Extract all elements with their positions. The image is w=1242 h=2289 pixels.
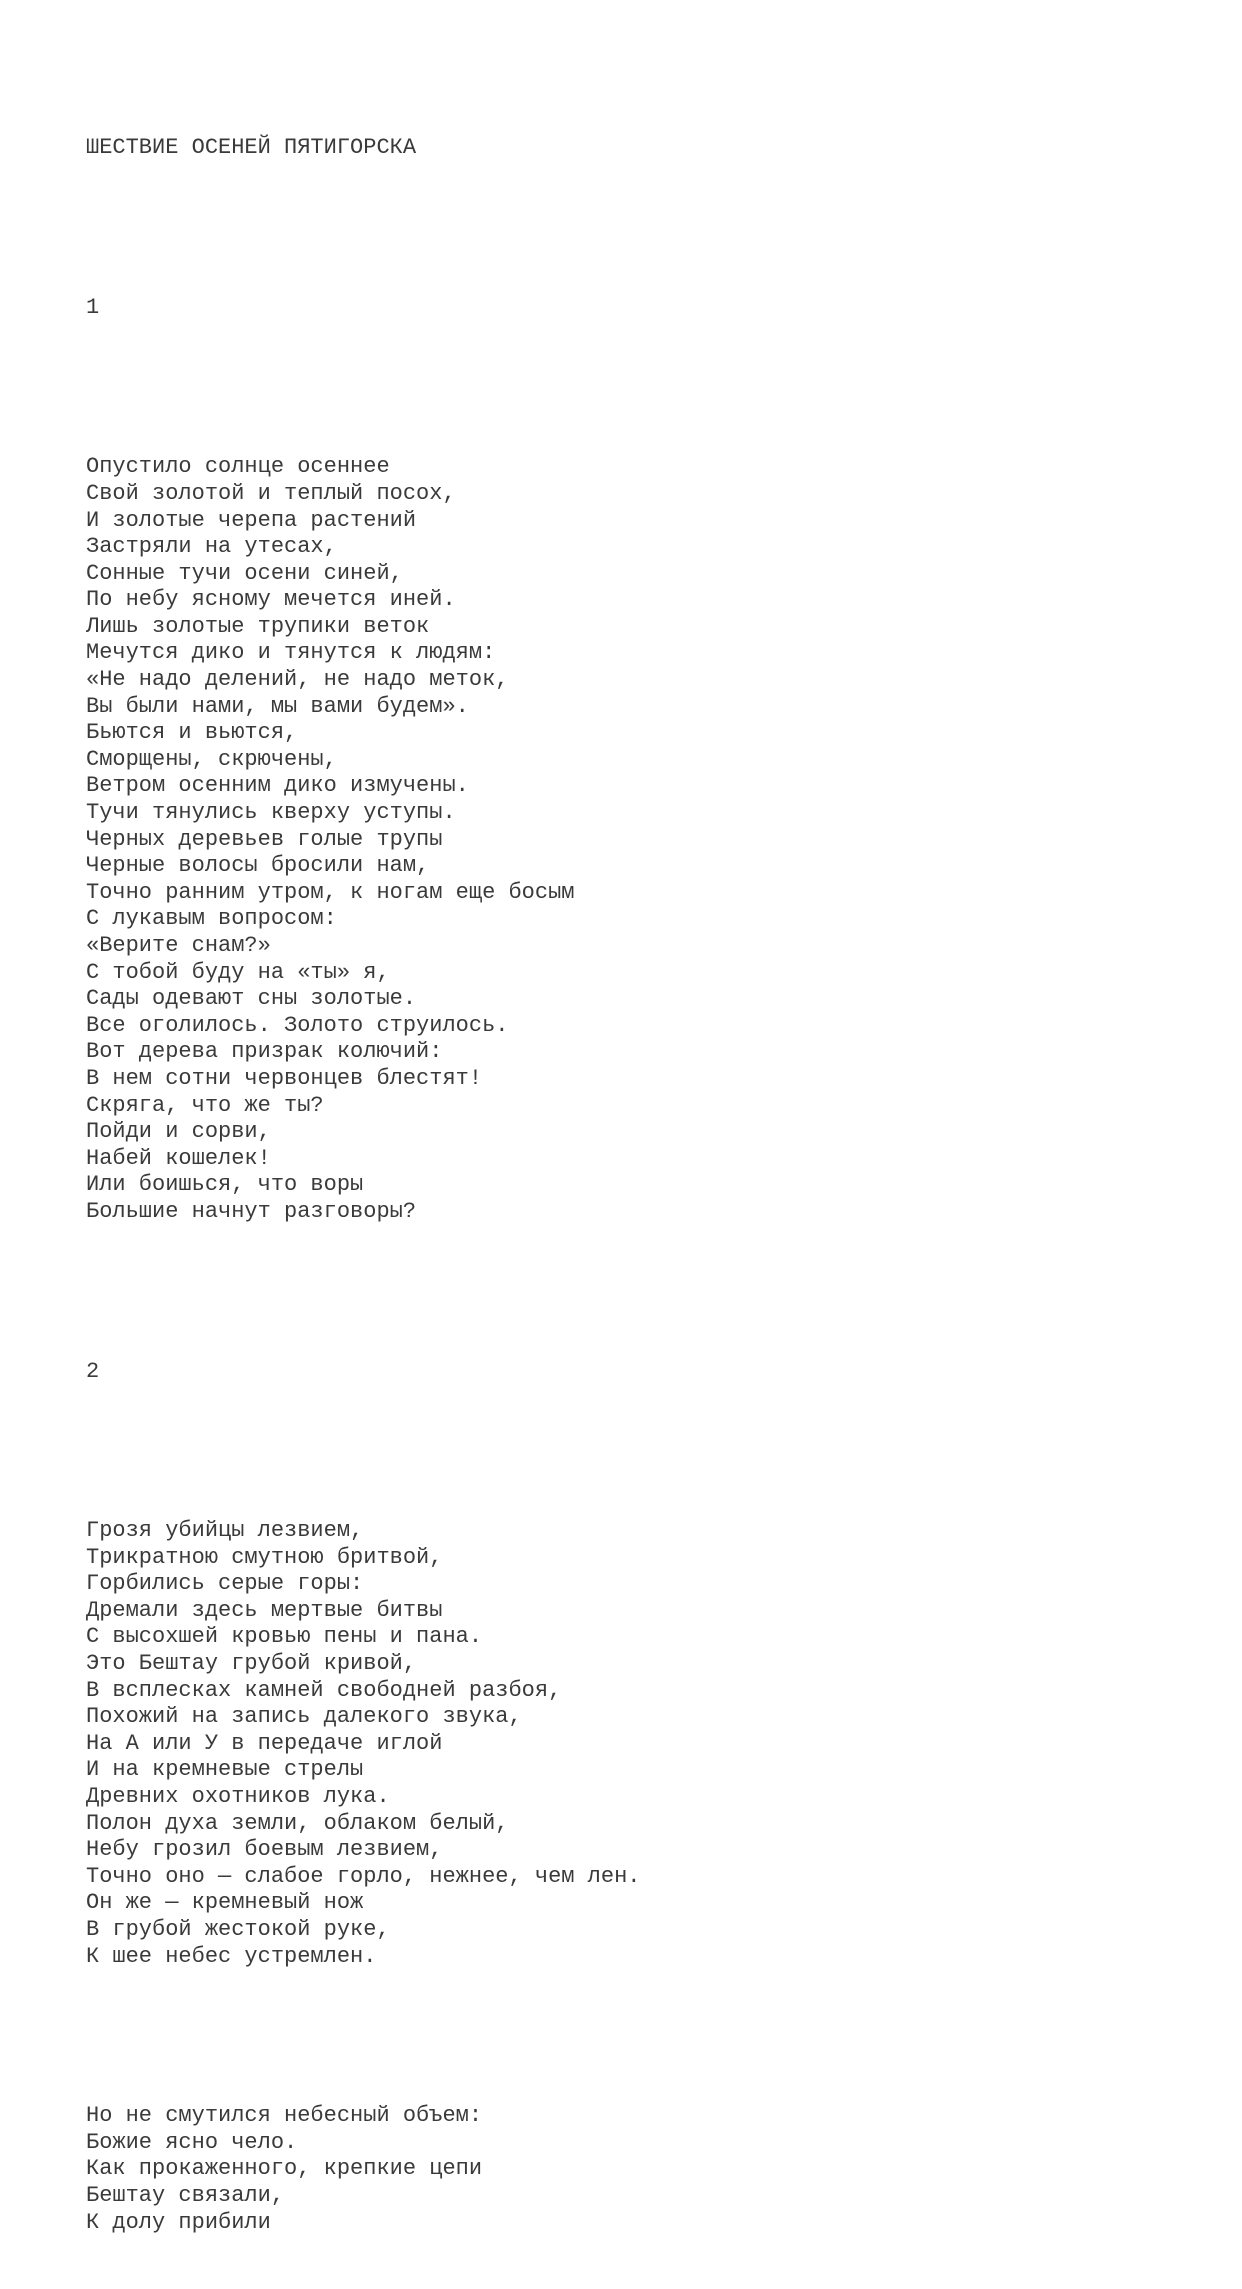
poem-line: Или боишься, что воры	[86, 1172, 364, 1198]
blank-line	[86, 1438, 1186, 1465]
poem-line: Вы были нами, мы вами будем».	[86, 693, 469, 719]
poem-line: Дремали здесь мертвые битвы	[86, 1597, 443, 1623]
poem-line: Как прокаженного, крепкие цепи	[86, 2156, 483, 2182]
poem-line: В всплесках камней свободней разбоя,	[86, 1677, 562, 1703]
poem-line: Вот дерева призрак колючий:	[86, 1039, 443, 1065]
poem-line: Скряга, что же ты?	[86, 1092, 324, 1118]
poem-line: Свой золотой и теплый посох,	[86, 480, 456, 506]
poem-line: Набей кошелек!	[86, 1145, 271, 1171]
part-number: 2	[86, 1358, 100, 1384]
poem-line: Мечутся дико и тянутся к людям:	[86, 640, 496, 666]
poem-line: Пойди и сорви,	[86, 1119, 271, 1145]
poem-line: Застряли на утесах,	[86, 534, 337, 560]
poem-line: Грозя убийцы лезвием,	[86, 1518, 364, 1544]
poem-line: «Не надо делений, не надо меток,	[86, 667, 509, 693]
poem-line: Лишь золотые трупики веток	[86, 613, 430, 639]
poem-line: Опустило солнце осеннее	[86, 454, 390, 480]
poem-line: Трикратною смутною бритвой,	[86, 1544, 443, 1570]
poem-line: Тучи тянулись кверху уступы.	[86, 800, 456, 826]
poem-line: Божие ясно чело.	[86, 2129, 298, 2155]
blank-line	[86, 215, 1186, 242]
poem-line: Это Бештау грубой кривой,	[86, 1651, 417, 1677]
part-2-stanza-2	[86, 2103, 1186, 2236]
poem-line: В нем сотни червонцев блестят!	[86, 1065, 483, 1091]
poem-line: Ветром осенним дико измучены.	[86, 773, 469, 799]
poem-line: С лукавым вопросом:	[86, 906, 337, 932]
poem-line: Похожий на запись далекого звука,	[86, 1704, 522, 1730]
poem-line: Все оголилось. Золото струилось.	[86, 1012, 509, 1038]
poem-line: Сморщены, скрючены,	[86, 746, 337, 772]
poem-line: И на кремневые стрелы	[86, 1757, 364, 1783]
poem-line: Сонные тучи осени синей,	[86, 560, 403, 586]
poem-line: Полон духа земли, облаком белый,	[86, 1810, 509, 1836]
poem-line: «Верите снам?»	[86, 933, 271, 958]
poem-line: Горбились серые горы:	[86, 1571, 364, 1597]
blank-line	[86, 375, 1186, 402]
poem-line: По небу ясному мечется иней.	[86, 587, 456, 613]
poem-line: Небу грозил боевым лезвием,	[86, 1837, 443, 1863]
poem-line: Точно оно — слабое горло, нежнее, чем лен.	[86, 1863, 641, 1889]
poem-line: Сады одевают сны золотые.	[86, 986, 417, 1012]
poem-line: Но не смутился небесный объем:	[86, 2103, 483, 2129]
poem-line: И золотые черепа растений	[86, 507, 417, 533]
poem-line: В грубой жестокой руке,	[86, 1916, 390, 1942]
poem-line: Бьются и вьются,	[86, 720, 298, 746]
poem-line: Он же — кремневый нож	[86, 1890, 364, 1916]
poem-line: С высохшей кровью пены и пана.	[86, 1624, 483, 1650]
poem-line: С тобой буду на «ты» я,	[86, 959, 390, 985]
part-number: 1	[86, 294, 100, 320]
poem-line: Черные волосы бросили нам,	[86, 853, 430, 879]
poem-text	[86, 82, 1186, 2289]
poem-line: Древних охотников лука.	[86, 1784, 390, 1809]
poem-line: Большие начнут разговоры?	[86, 1198, 417, 1224]
blank-line	[86, 1279, 1186, 1306]
poem-title: ШЕСТВИЕ ОСЕНЕЙ ПЯТИГОРСКА	[86, 135, 417, 161]
part-1-stanza	[86, 454, 1186, 1225]
poem-line: Точно ранним утром, к ногам еще босым	[86, 879, 575, 905]
blank-line	[86, 2023, 1186, 2050]
poem-line: К шее небес устремлен.	[86, 1943, 377, 1969]
part-2-stanza-1	[86, 1518, 1186, 1970]
poem-line: К долу прибили	[86, 2209, 271, 2235]
poem-line: Черных деревьев голые трупы	[86, 826, 443, 852]
poem-line: На А или У в передаче иглой	[86, 1730, 443, 1756]
poem-line: Бештау связали,	[86, 2182, 285, 2208]
